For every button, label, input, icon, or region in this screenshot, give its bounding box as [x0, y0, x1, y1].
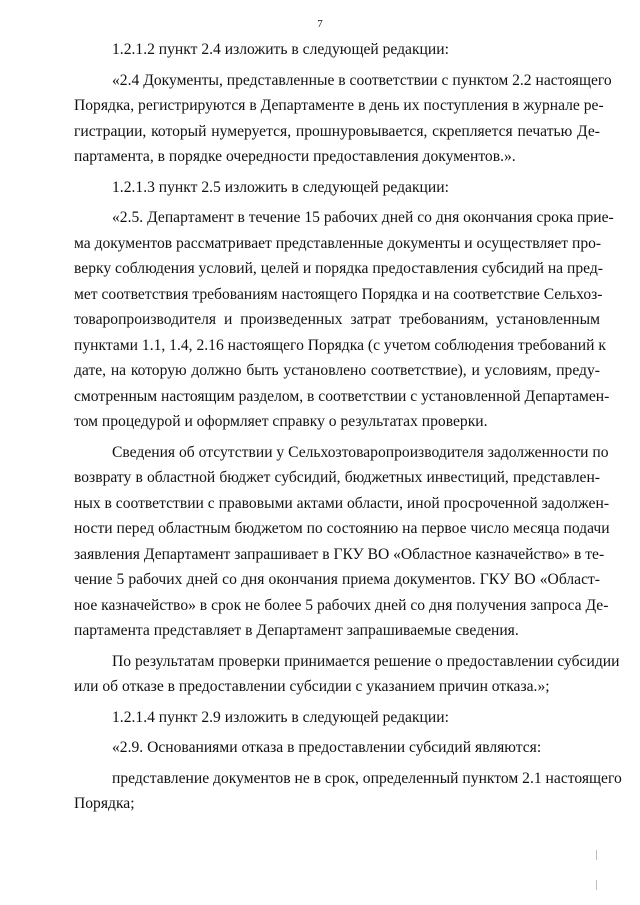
text-line: верку соблюдения условий, целей и порядка предоставления субсидий на пред- [74, 260, 603, 277]
text-line: 1.2.1.2 пункт 2.4 изложить в следующей редакции: [112, 41, 449, 58]
paragraph-4 [74, 205, 614, 435]
text-line: пунктами 1.1, 1.4, 2.16 настоящего Порядка (с учетом соблюдения требований к [74, 336, 606, 354]
text-line: том процедурой и оформляет справку о результатах проверки. [74, 413, 488, 430]
text-line: или об отказе в предоставлении субсидии с указанием причин отказа.»; [74, 678, 550, 695]
text-line: ных в соответствии с правовыми актами области, иной просроченной задолжен- [74, 494, 610, 512]
paragraph-7 [74, 705, 600, 731]
text-line: 1.2.1.3 пункт 2.5 изложить в следующей редакции: [112, 178, 449, 196]
text-line: По результатам проверки принимается решение о предоставлении субсидии [112, 652, 620, 670]
paragraph-1 [74, 37, 600, 63]
scan-mark [596, 880, 597, 890]
text-line: Порядка; [74, 795, 135, 812]
text-line: «2.5. Департамент в течение 15 рабочих дней со дня окончания срока прие- [112, 209, 614, 226]
paragraph-3 [74, 175, 600, 201]
text-line: партамента, в порядке очередности предоставления документов.». [74, 148, 516, 165]
text-line: смотренным настоящим разделом, в соответствии с установленной Департамен- [74, 387, 610, 405]
paragraph-9 [74, 766, 622, 817]
text-line: ма документов рассматривает представленные документы и осуществляет про- [74, 234, 602, 252]
text-line: Сведения об отсутствии у Сельхозтоваропроизводителя задолженности по [112, 443, 609, 461]
paragraph-5 [74, 440, 610, 644]
text-line: дате, на которую должно быть установлено соответствие), и условиям, преду- [74, 362, 600, 379]
text-line: «2.4 Документы, представленные в соответствии с пунктом 2.2 настоящего [112, 71, 612, 89]
text-line: возврату в областной бюджет субсидий, бюджетных инвестиций, представлен- [74, 469, 600, 486]
text-line: Порядка, регистрируются в Департаменте в день их поступления в журнале ре- [74, 97, 604, 114]
paragraph-6 [74, 649, 620, 700]
scan-mark [596, 850, 597, 860]
text-line: заявления Департамент запрашивает в ГКУ ВО «Областное казначейство» в те- [74, 545, 605, 563]
text-line: 1.2.1.4 пункт 2.9 изложить в следующей редакции: [112, 708, 449, 726]
text-line: ное казначейство» в срок не более 5 рабочих дней со дня получения запроса Де- [74, 596, 609, 614]
text-line: чение 5 рабочих дней со дня окончания приема документов. ГКУ ВО «Област- [74, 571, 600, 588]
paragraph-8 [74, 735, 600, 761]
text-line: партамента представляет в Департамент запрашиваемые сведения. [74, 622, 519, 639]
text-line: гистрации, который нумеруется, прошнуровывается, скрепляется печатью Де- [74, 122, 600, 140]
paragraph-2 [74, 68, 612, 170]
text-line: мет соответствия требованиям настоящего Порядка и на соответствие Сельхоз- [74, 285, 603, 303]
text-line: товаропроизводителя и произведенных затрат требованиям, установленным [74, 311, 600, 328]
document-body [74, 37, 622, 817]
text-line: ности перед областным бюджетом по состоянию на первое число месяца подачи [74, 520, 610, 537]
page-number: 7 [317, 18, 323, 30]
text-line: представление документов не в срок, определенный пунктом 2.1 настоящего [112, 769, 622, 787]
text-line: «2.9. Основаниями отказа в предоставлении субсидий являются: [112, 739, 542, 756]
